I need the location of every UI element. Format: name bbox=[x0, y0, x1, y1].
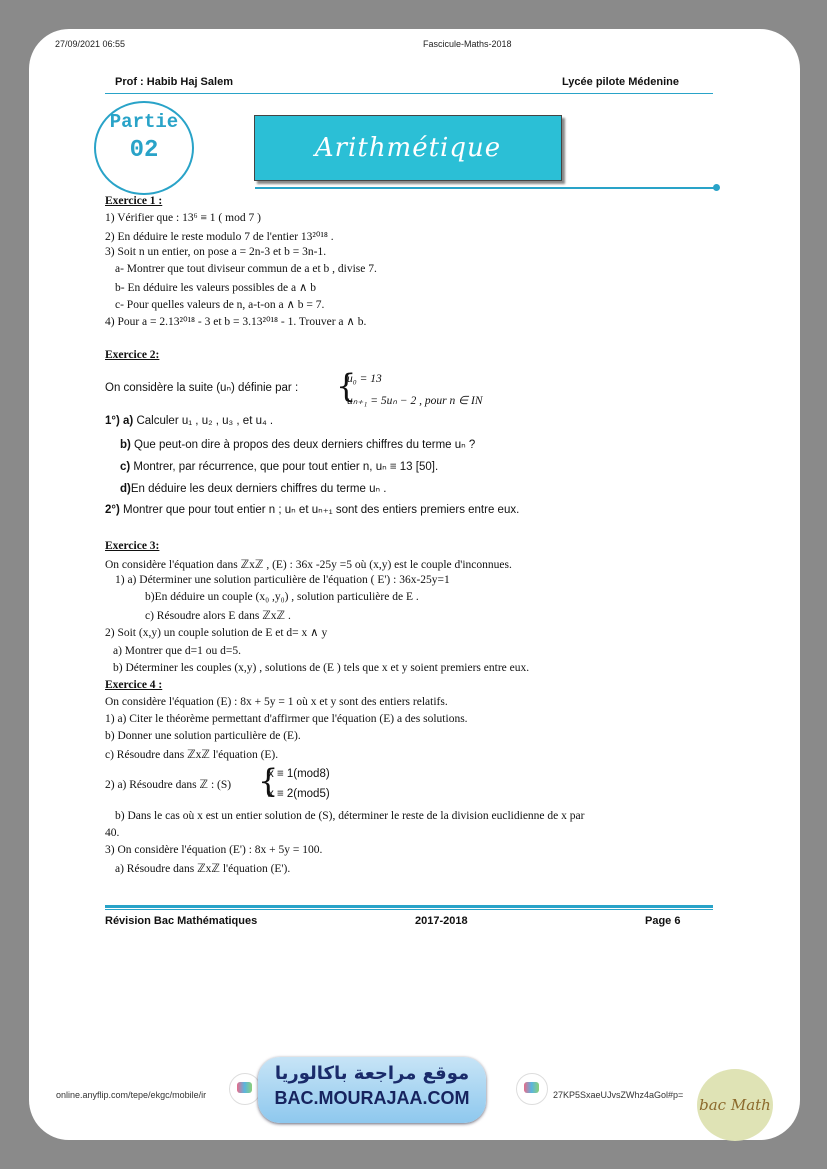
watermark-arabic: موقع مراجعة باكالوريا bbox=[274, 1063, 470, 1084]
url-right: 27KP5SxaeUJvsZWhz4aGol#p= bbox=[553, 1090, 684, 1100]
footer-rule-thick bbox=[105, 905, 713, 908]
print-datetime: 27/09/2021 06:55 bbox=[55, 39, 126, 49]
ex2-system-line1: u₀ = 13 bbox=[347, 373, 382, 385]
header-rule bbox=[105, 93, 713, 94]
ex3-line: b) Déterminer les couples (x,y) , solutions de (E ) tels que x et y soient premiers entre eux. bbox=[113, 662, 530, 674]
ex2-q2: 2°) Montrer que pour tout entier n ; uₙ et uₙ₊₁ sont des entiers premiers entre eux. bbox=[105, 504, 520, 516]
ex4-line: c) Résoudre dans ℤxℤ l'équation (E). bbox=[105, 749, 279, 761]
site-logo-icon bbox=[229, 1073, 261, 1105]
ex1-heading: Exercice 1 : bbox=[105, 195, 163, 207]
print-doc-title: Fascicule-Maths-2018 bbox=[423, 39, 512, 49]
partie-label: Partie bbox=[109, 111, 179, 133]
ex4-line: 1) a) Citer le théorème permettant d'affirmer que l'équation (E) a des solutions. bbox=[105, 713, 468, 725]
footer-left: Révision Bac Mathématiques bbox=[105, 915, 258, 927]
footer-center: 2017-2018 bbox=[415, 915, 468, 927]
ex1-line: 4) Pour a = 2.13²⁰¹⁸ - 3 et b = 3.13²⁰¹⁸ - 1. Trouver a ∧ b. bbox=[105, 316, 367, 328]
ex3-line: a) Montrer que d=1 ou d=5. bbox=[113, 645, 241, 657]
ex2-q1b: b) Que peut-on dire à propos des deux derniers chiffres du terme uₙ ? bbox=[120, 439, 476, 451]
ex2-q1d: d)En déduire les deux derniers chiffres du terme uₙ . bbox=[120, 483, 387, 495]
watermark-banner[interactable] bbox=[258, 1057, 486, 1123]
title-underline-dot bbox=[713, 184, 720, 191]
site-logo-icon bbox=[516, 1073, 548, 1105]
footer-rule-thin bbox=[105, 909, 713, 910]
school-name: Lycée pilote Médenine bbox=[562, 76, 679, 88]
ex3-line: On considère l'équation dans ℤxℤ , (E) : 36x -25y =5 où (x,y) est le couple d'inconnues. bbox=[105, 559, 512, 571]
ex1-line: c- Pour quelles valeurs de n, a-t-on a ∧ b = 7. bbox=[115, 299, 325, 311]
url-left: online.anyflip.com/tepe/ekgc/mobile/ir bbox=[56, 1090, 207, 1100]
ex4-system-line1: x ≡ 1(mod8) bbox=[268, 768, 330, 780]
ex4-system-line2: x ≡ 2(mod5) bbox=[268, 788, 330, 800]
ex3-line: 2) Soit (x,y) un couple solution de E et d= x ∧ y bbox=[105, 627, 328, 639]
prof-name: Prof : Habib Haj Salem bbox=[115, 76, 233, 88]
ex4-q3a: a) Résoudre dans ℤxℤ l'équation (E'). bbox=[115, 863, 291, 875]
ex3-heading: Exercice 3: bbox=[105, 540, 160, 552]
partie-number: 02 bbox=[129, 137, 159, 164]
ex1-line: b- En déduire les valeurs possibles de a ∧ b bbox=[115, 282, 316, 294]
ex2-q1a: 1°) a) Calculer u₁ , u₂ , u₃ , et u₄ . bbox=[105, 415, 274, 427]
partie-badge bbox=[94, 101, 194, 195]
ex2-system-line2: uₙ₊₁ = 5uₙ − 2 , pour n ∈ IN bbox=[347, 395, 483, 407]
title-underline bbox=[255, 187, 717, 189]
ex4-heading: Exercice 4 : bbox=[105, 679, 163, 691]
ex2-system-brace: { bbox=[336, 367, 357, 405]
ex4-q2b-cont: 40. bbox=[105, 827, 120, 839]
ex1-line: 2) En déduire le reste modulo 7 de l'entier 13²⁰¹⁸ . bbox=[105, 231, 334, 243]
ex1-line: 3) Soit n un entier, on pose a = 2n-3 et b = 3n-1. bbox=[105, 246, 327, 258]
watermark-site: BAC.MOURAJAA.COM bbox=[274, 1088, 470, 1108]
footer-page: Page 6 bbox=[645, 915, 681, 927]
ex3-line: 1) a) Déterminer une solution particulière de l'équation ( E') : 36x-25y=1 bbox=[115, 574, 450, 586]
ex4-q2a: 2) a) Résoudre dans ℤ : (S) bbox=[105, 779, 232, 791]
ex4-line: On considère l'équation (E) : 8x + 5y = 1 où x et y sont des entiers relatifs. bbox=[105, 696, 448, 708]
ex2-heading: Exercice 2: bbox=[105, 349, 160, 361]
ex2-intro: On considère la suite (uₙ) définie par : bbox=[105, 382, 299, 394]
ex4-q3: 3) On considère l'équation (E') : 8x + 5y = 100. bbox=[105, 844, 323, 856]
bac-math-badge: bac Math bbox=[697, 1069, 773, 1141]
title-banner bbox=[254, 115, 562, 181]
ex1-line: a- Montrer que tout diviseur commun de a et b , divise 7. bbox=[115, 263, 377, 275]
ex4-q2b: b) Dans le cas où x est un entier solution de (S), déterminer le reste de la division euclidienne de x par bbox=[115, 810, 585, 822]
ex4-system-brace: { bbox=[258, 762, 279, 800]
ex2-q1c: c) Montrer, par récurrence, que pour tout entier n, uₙ ≡ 13 [50]. bbox=[120, 461, 439, 473]
ex3-line: b)En déduire un couple (x₀ ,y₀) , solution particulière de E . bbox=[145, 591, 419, 603]
ex3-line: c) Résoudre alors E dans ℤxℤ . bbox=[145, 610, 291, 622]
ex1-line: 1) Vérifier que : 13⁶ ≡ 1 ( mod 7 ) bbox=[105, 212, 261, 224]
page-title: Arithmétique bbox=[314, 133, 502, 163]
document-page bbox=[29, 29, 800, 1140]
ex4-line: b) Donner une solution particulière de (E). bbox=[105, 730, 301, 742]
